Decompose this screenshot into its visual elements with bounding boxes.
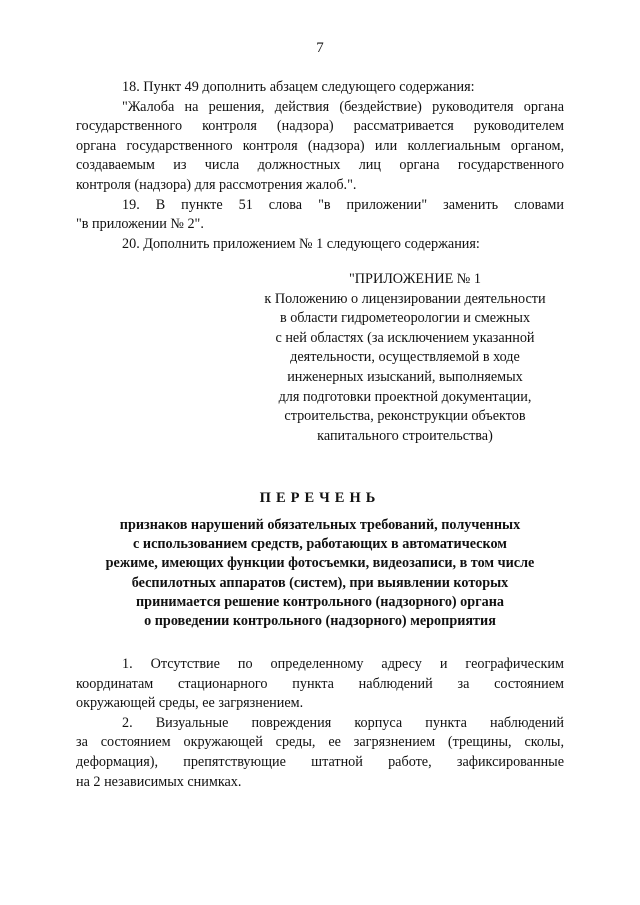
amendment-18-quote-line: государственного контроля (надзора) рассматривается руководителем <box>76 118 564 135</box>
amendment-18-quote-line: органа государственного контроля (надзора) или коллегиальным органом, <box>76 137 564 154</box>
amendment-19 <box>76 196 564 235</box>
appendix-heading: "ПРИЛОЖЕНИЕ № 1 <box>349 271 481 287</box>
perechen-item <box>76 655 564 714</box>
perechen-item-line: за состоянием окружающей среды, ее загрязнением (трещины, сколы, <box>76 734 564 751</box>
amendment-19-line: 19. В пункте 51 слова "в приложении" заменить словами <box>122 196 564 213</box>
perechen-item-line: окружающей среды, ее загрязнением. <box>76 695 304 712</box>
amendment-18-line: 18. Пункт 49 дополнить абзацем следующего содержания: <box>122 79 475 95</box>
perechen-subtitle-line: о проведении контрольного (надзорного) мероприятия <box>144 613 496 630</box>
perechen-item <box>76 714 564 792</box>
amendments-section <box>76 78 564 254</box>
amendment-20 <box>76 235 564 255</box>
appendix-line: для подготовки проектной документации, <box>278 388 532 405</box>
perechen-item-line: 1. Отсутствие по определенному адресу и географическим <box>122 656 564 672</box>
appendix-header <box>240 270 570 446</box>
perechen-item-line: 2. Визуальные повреждения корпуса пункта наблюдений <box>122 714 564 731</box>
amendment-20-line: 20. Дополнить приложением № 1 следующего содержания: <box>122 235 480 252</box>
appendix-line: с ней областях (за исключением указанной <box>275 329 535 346</box>
amendment-18-quote-line: создаваемым из числа должностных лиц органа государственного <box>76 157 564 174</box>
perechen-item-line: координатам стационарного пункта наблюдений за состоянием <box>76 675 564 692</box>
perechen-subtitle-line: беспилотных аппаратов (систем), при выявлении которых <box>131 574 509 591</box>
appendix-line: к Положению о лицензировании деятельности <box>264 290 546 307</box>
perechen-subtitle-line: с использованием средств, работающих в автоматическом <box>133 536 507 553</box>
appendix-line: в области гидрометеорологии и смежных <box>279 310 531 327</box>
perechen-items <box>76 655 564 792</box>
amendment-18-quote-line: "Жалоба на решения, действия (бездействие) руководителя органа <box>122 98 564 115</box>
amendment-18 <box>76 78 564 98</box>
amendment-18-quote-line: контроля (надзора) для рассмотрения жалоб.". <box>76 176 357 193</box>
perechen-title: ПЕРЕЧЕНЬ <box>259 490 381 506</box>
perechen-subtitle-line: принимается решение контрольного (надзорного) органа <box>136 593 504 610</box>
perechen-subtitle-line: признаков нарушений обязательных требований, полученных <box>119 517 521 533</box>
perechen-item-line: на 2 независимых снимках. <box>76 773 242 790</box>
perechen-subtitle <box>0 516 640 631</box>
amendment-19-line: "в приложении № 2". <box>76 216 204 233</box>
perechen-subtitle-line: режиме, имеющих функции фотосъемки, видеозаписи, в том числе <box>105 555 535 572</box>
perechen-item-line: деформация), препятствующие штатной работе, зафиксированные <box>76 753 564 770</box>
appendix-line: инженерных изысканий, выполняемых <box>287 368 523 385</box>
page-number: 7 <box>316 40 324 56</box>
appendix-line: деятельности, осуществляемой в ходе <box>290 349 520 366</box>
appendix-line: строительства, реконструкции объектов <box>284 408 526 425</box>
appendix-line: капитального строительства) <box>317 427 493 444</box>
amendment-18-quote <box>76 98 564 196</box>
